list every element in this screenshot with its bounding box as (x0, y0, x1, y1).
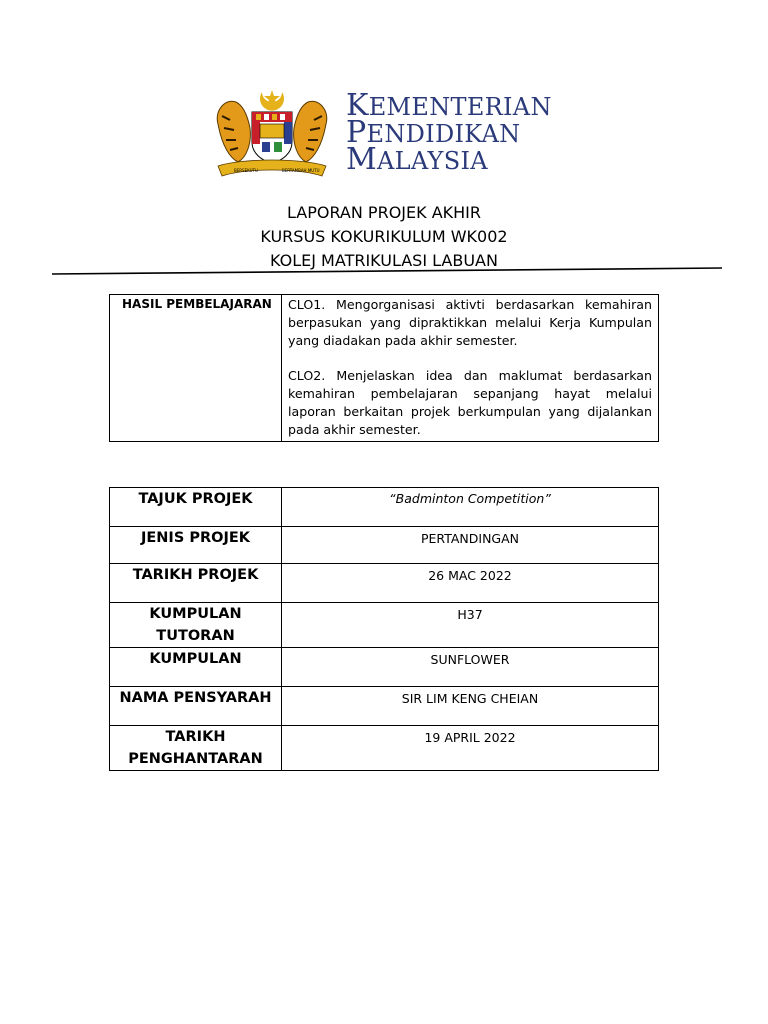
table-row (110, 295, 659, 442)
table-row (110, 648, 659, 687)
learning-outcomes-table (109, 294, 659, 442)
tutorial-group-label: KUMPULAN TUTORAN (110, 603, 282, 648)
tutorial-group-value: H37 (282, 603, 659, 648)
ministry-line-2: PENDIDIKAN (346, 115, 521, 150)
table-row (110, 603, 659, 648)
project-type-value: PERTANDINGAN (282, 527, 659, 564)
table-row (110, 527, 659, 564)
submission-date-label: TARIKH PENGHANTARAN (110, 726, 282, 771)
table-row (110, 488, 659, 527)
project-title-value: “Badminton Competition” (282, 488, 659, 527)
crest-ribbon-right: BERTAMBAH MUTU (282, 168, 320, 173)
project-date-value: 26 MAC 2022 (282, 564, 659, 603)
ministry-line-1: KEMENTERIAN (346, 88, 552, 123)
crest-ribbon-left: BERSEKUTU (234, 168, 258, 173)
group-label: KUMPULAN (110, 648, 282, 687)
group-value: SUNFLOWER (282, 648, 659, 687)
title-divider (0, 0, 768, 280)
lecturer-name-value: SIR LIM KENG CHEIAN (282, 687, 659, 726)
table-row (110, 687, 659, 726)
project-title-label: TAJUK PROJEK (110, 488, 282, 527)
table-row (110, 564, 659, 603)
project-details-table (109, 487, 659, 771)
lecturer-name-label: NAMA PENSYARAH (110, 687, 282, 726)
clo1-text: CLO1. Mengorganisasi aktivti berdasarkan kemahiran berpasukan yang dipraktikkan melalui Kerja Kumpulan yang diadakan pada akhir semester. (288, 297, 652, 348)
clo2-text: CLO2. Menjelaskan idea dan maklumat berdasarkan kemahiran pembelajaran sepanjang hayat melalui laporan berkaitan projek berkumpulan yang dijalankan pada akhir semester. (288, 368, 652, 437)
learning-outcomes-text (282, 295, 659, 442)
title-line-2: KURSUS KOKURIKULUM WK002 (260, 227, 508, 246)
title-line-1: LAPORAN PROJEK AKHIR (286, 203, 481, 222)
project-date-label: TARIKH PROJEK (110, 564, 282, 603)
ministry-line-3: MALAYSIA (346, 142, 488, 177)
table-row (110, 726, 659, 771)
submission-date-value: 19 APRIL 2022 (282, 726, 659, 771)
learning-outcomes-label: HASIL PEMBELAJARAN (110, 295, 282, 442)
project-type-label: JENIS PROJEK (110, 527, 282, 564)
title-line-3: KOLEJ MATRIKULASI LABUAN (270, 251, 498, 270)
